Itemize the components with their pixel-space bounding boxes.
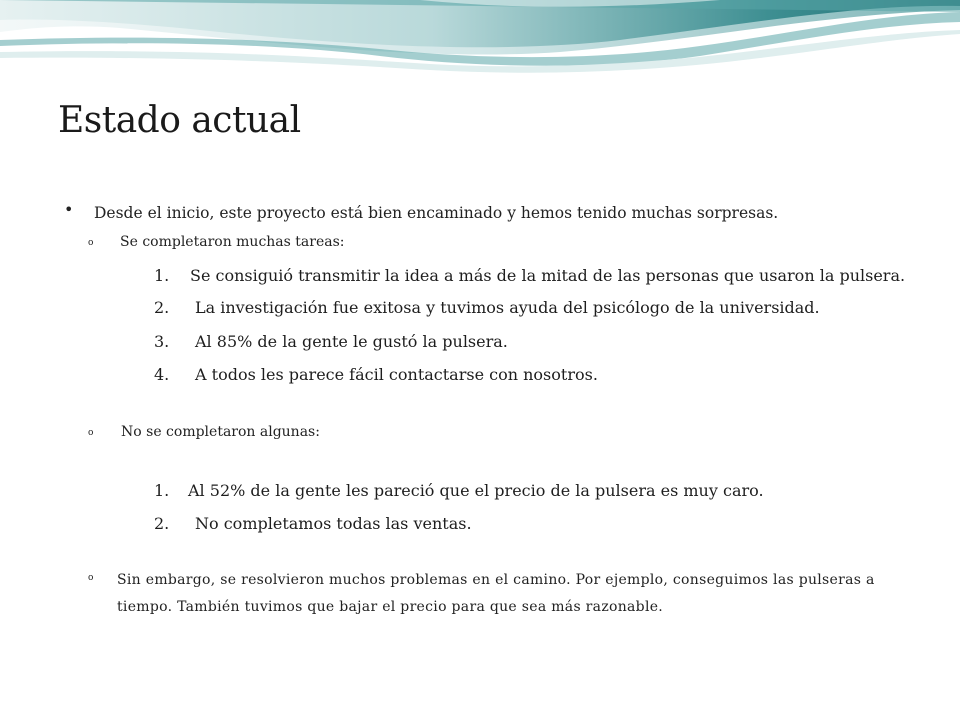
item-text: La investigación fue exitosa y tuvimos ayuda del psicólogo de la universidad. bbox=[195, 298, 820, 317]
item-number: 1. bbox=[154, 481, 170, 500]
header-wave-decoration bbox=[0, 0, 960, 80]
sub-bullet-marker: o bbox=[88, 238, 94, 248]
slide-title: Estado actual bbox=[58, 100, 301, 141]
main-bullet-text: Desde el inicio, este proyecto está bien encaminado y hemos tenido muchas sorpresas. bbox=[94, 204, 779, 222]
sub-bullet-marker: o bbox=[88, 573, 94, 583]
item-number: 4. bbox=[154, 365, 170, 384]
not-completed-label: No se completaron algunas: bbox=[121, 424, 320, 440]
item-number: 2. bbox=[154, 514, 170, 533]
sub-bullet-marker: o bbox=[88, 428, 94, 438]
item-text: A todos les parece fácil contactarse con nosotros. bbox=[195, 365, 598, 384]
conclusion-text: Sin embargo, se resolvieron muchos problemas en el camino. Por ejemplo, conseguimos las pulseras a tiempo. También tuvimos que bajar el precio para que sea más razonable. bbox=[117, 572, 875, 615]
item-text: Al 85% de la gente le gustó la pulsera. bbox=[195, 332, 508, 351]
item-text: Al 52% de la gente les pareció que el precio de la pulsera es muy caro. bbox=[188, 481, 764, 500]
item-number: 1. bbox=[154, 266, 170, 285]
item-text: No completamos todas las ventas. bbox=[195, 514, 472, 533]
item-text: Se consiguió transmitir la idea a más de la mitad de las personas que usaron la pulsera. bbox=[190, 266, 906, 285]
bullet-marker: • bbox=[64, 200, 74, 219]
completed-tasks-label: Se completaron muchas tareas: bbox=[120, 234, 345, 250]
item-number: 2. bbox=[154, 298, 170, 317]
item-number: 3. bbox=[154, 332, 170, 351]
